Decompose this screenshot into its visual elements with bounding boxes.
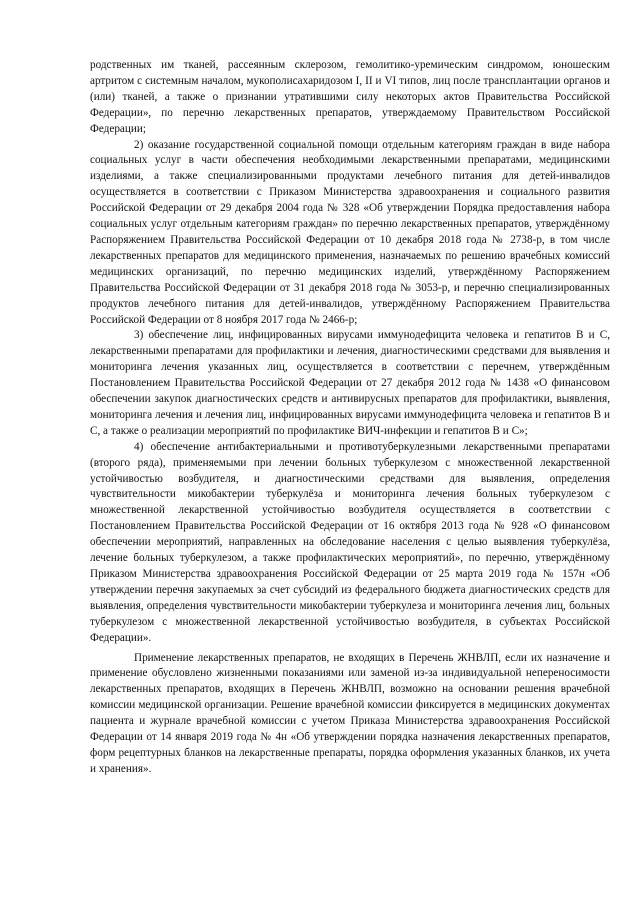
paragraph-item-4: 4) обеспечение антибактериальными и противотуберкулезными лекарственными препаратами (второго ряда), применяемыми при лечении больных туберкулезом с множественной лекарственной устойчивостью возбудителя, и диагностическими средствами для выявления, определения чувствительности микобактерии туберкулёза и мониторинга лечения больных туберкулезом с множественной лекарственной устойчивостью возбудителя осуществляется в соответствии с Постановлением Правительства Российской Федерации от 16 октября 2013 года № 928 «О финансовом обеспечении мероприятий, направленных на обследование населения с целью выявления туберкулёза, лечение больных туберкулезом, а также профилактических мероприятий», по перечню, утверждённому Приказом Министерства здравоохранения Российской Федерации от 25 марта 2019 года № 157н «Об утверждении перечня закупаемых за счет субсидий из федерального бюджета диагностических средств для выявления, определения чувствительности микобактерии туберкулеза и мониторинга лечения лиц, больных туберкулезом с множественной лекарственной устойчивостью возбудителя, в субъектах Российской Федерации». — [90, 440, 610, 644]
paragraph-item-3: 3) обеспечение лиц, инфицированных вирусами иммунодефицита человека и гепатитов B и C, лекарственными препаратами для профилактики и лечения, диагностическими средствами для выявления и мониторинга лечения указанных лиц, осуществляется в соответствии с перечнем, утверждённым Постановлением Правительства Российской Федерации от 27 декабря 2012 года № 1438 «О финансовом обеспечении закупок диагностических средств и антивирусных препаратов для профилактики, выявления, мониторинга лечения и лечения лиц, инфицированных вирусами иммунодефицита человека и гепатитов B и C, а также о реализации мероприятий по профилактике ВИЧ-инфекции и гепатитов B и C»; — [90, 329, 610, 437]
document-page — [90, 58, 610, 778]
paragraph-item-2: 2) оказание государственной социальной помощи отдельным категориям граждан в виде набора социальных услуг в части обеспечения необходимыми лекарственными препаратами, медицинскими изделиями, а также специализированными продуктами лечебного питания для детей-инвалидов осуществляется в соответствии с Приказом Министерства здравоохранения и социального развития Российской Федерации от 29 декабря 2004 года № 328 «Об утверждении Порядка предоставления набора социальных услуг отдельным категориям граждан» по перечню лекарственных препаратов, утверждённому Распоряжением Правительства Российской Федерации от 10 декабря 2018 года № 2738-р, в том числе лекарственных препаратов для медицинского применения, назначаемых по решению врачебных комиссий медицинских организаций, по перечню медицинских изделий, утверждённому Распоряжением Правительства Российской Федерации от 31 декабря 2018 года № 3053-р, и перечню специализированных продуктов лечебного питания для детей-инвалидов, утверждённому Распоряжением Правительства Российской Федерации от 8 ноября 2017 года № 2466-р; — [90, 138, 610, 326]
paragraph-zhnvlp-application: Применение лекарственных препаратов, не входящих в Перечень ЖНВЛП, если их назначение и применение обусловлено жизненными показаниями или заменой из-за индивидуальной непереносимости лекарственных препаратов, входящих в Перечень ЖНВЛП, возможно на основании решения врачебной комиссии медицинской организации. Решение врачебной комиссии фиксируется в медицинских документах пациента и журнале врачебной комиссии с учетом Приказа Министерства здравоохранения Российской Федерации от 14 января 2019 года № 4н «Об утверждении порядка назначения лекарственных препаратов, форм рецептурных бланков на лекарственные препараты, порядка оформления указанных бланков, их учета и хранения». — [90, 651, 610, 775]
paragraph-continuation: родственных им тканей, рассеянным склерозом, гемолитико-уремическим синдромом, юношеским артритом с системным началом, мукополисахаридозом I, II и VI типов, лиц после трансплантации органов и (или) тканей, а также о признании утратившими силу некоторых актов Правительства Российской Федерации», по перечню лекарственных препаратов, утверждаемому Правительством Российской Федерации; — [90, 59, 610, 135]
